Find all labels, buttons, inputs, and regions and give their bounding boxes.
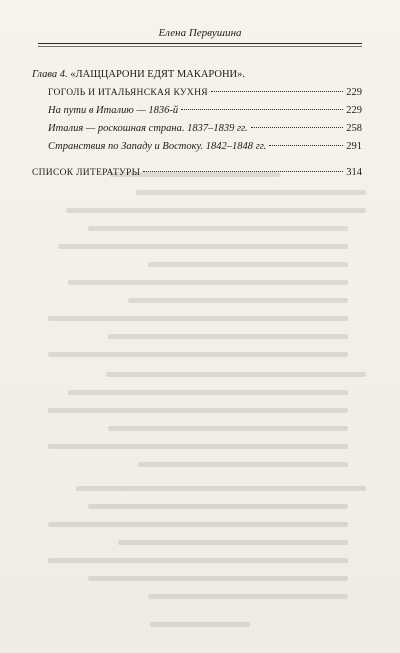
toc-entry-page: 229 — [346, 87, 362, 98]
toc-entry-label: СПИСОК ЛИТЕРАТУРЫ — [32, 168, 141, 178]
toc-entry[interactable] — [32, 140, 362, 154]
author-name: Елена Первушина — [158, 27, 242, 39]
header-rule — [38, 43, 362, 44]
running-header — [38, 26, 362, 40]
toc-entry-bibliography[interactable] — [32, 166, 362, 180]
chapter-number: Глава 4. — [32, 69, 68, 80]
toc-entry[interactable] — [32, 86, 362, 100]
spacer — [32, 158, 362, 166]
toc-entry-label: Италия — роскошная страна. 1837–1839 гг. — [48, 123, 248, 134]
toc-entry-page: 314 — [346, 167, 362, 178]
toc-entry-label: Странствия по Западу и Востоку. 1842–1848 гг. — [48, 141, 267, 152]
chapter-heading — [32, 68, 362, 82]
toc-entry-label: ГОГОЛЬ И ИТАЛЬЯНСКАЯ КУХНЯ — [48, 88, 208, 98]
leader-dots — [251, 127, 344, 128]
toc-entry-page: 229 — [346, 105, 362, 116]
leader-dots — [143, 171, 343, 172]
leader-dots — [269, 145, 343, 146]
leader-dots — [211, 91, 343, 92]
toc-entry[interactable] — [32, 104, 362, 118]
toc-entry-page: 258 — [346, 123, 362, 134]
table-of-contents — [32, 68, 362, 184]
header-rule-thin — [38, 46, 362, 47]
toc-entry-label: На пути в Италию — 1836-й — [48, 105, 179, 116]
leader-dots — [181, 109, 343, 110]
toc-entry-page: 291 — [346, 141, 362, 152]
toc-entry[interactable] — [32, 122, 362, 136]
chapter-title: «ЛАЩЦАРОНИ ЕДЯТ МАКАРОНИ». — [70, 69, 246, 80]
